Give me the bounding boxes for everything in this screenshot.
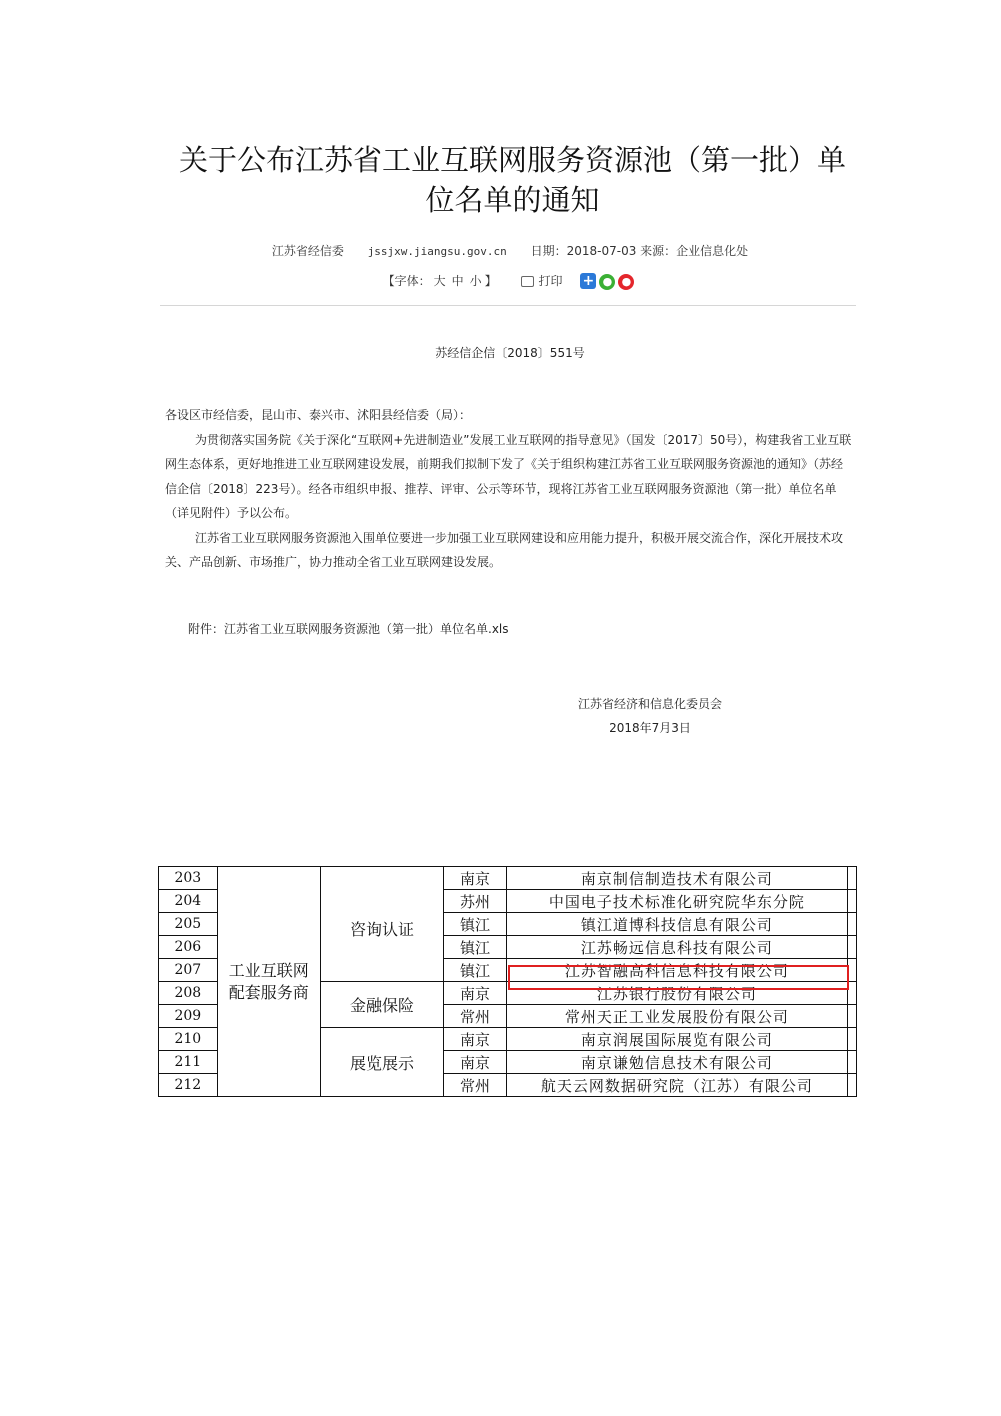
row-number: 209 [159, 1005, 218, 1028]
company-cell: 南京谦勉信息技术有限公司 [506, 1051, 847, 1074]
table-row [159, 867, 857, 890]
paragraph-2: 江苏省工业互联网服务资源池入围单位要进一步加强工业互联网建设和应用能力提升，积极开展交流合作，深化开展技术攻关、产品创新、市场推广，协力推动全省工业互联网建设发展。 [165, 530, 844, 569]
company-cell: 南京制信制造技术有限公司 [506, 867, 847, 890]
company-cell: 航天云网数据研究院（江苏）有限公司 [506, 1074, 847, 1097]
row-number: 211 [159, 1051, 218, 1074]
source-org: 江苏省经信委 [271, 244, 344, 258]
row-number: 207 [159, 959, 218, 982]
company-table [158, 866, 857, 1097]
city-cell: 镇江 [444, 936, 507, 959]
group-cell: 金融保险 [320, 982, 443, 1028]
signature-date: 2018年7月3日 [609, 721, 691, 735]
share-bar [580, 273, 637, 290]
share-more-icon[interactable]: + [580, 273, 596, 289]
company-cell: 镇江道博科技信息有限公司 [506, 913, 847, 936]
row-number: 203 [159, 867, 218, 890]
printer-icon [521, 276, 534, 287]
city-cell: 常州 [444, 1074, 507, 1097]
group-cell: 咨询认证 [320, 867, 443, 982]
city-cell: 南京 [444, 867, 507, 890]
city-cell: 苏州 [444, 890, 507, 913]
wechat-share-icon[interactable]: ● [599, 274, 615, 290]
row-number: 212 [159, 1074, 218, 1097]
row-number: 205 [159, 913, 218, 936]
row-number: 210 [159, 1028, 218, 1051]
company-cell: 江苏智融高科信息科技有限公司 [506, 959, 847, 982]
weibo-share-icon[interactable]: ● [618, 274, 634, 290]
city-cell: 镇江 [444, 959, 507, 982]
group-cell: 展览展示 [320, 1028, 443, 1097]
row-number: 206 [159, 936, 218, 959]
city-cell: 南京 [444, 1028, 507, 1051]
company-cell: 中国电子技术标准化研究院华东分院 [506, 890, 847, 913]
salutation: 各设区市经信委，昆山市、泰兴市、沭阳县经信委（局）： [165, 408, 472, 422]
company-cell: 常州天正工业发展股份有限公司 [506, 1005, 847, 1028]
print-label: 打印 [538, 274, 563, 288]
article-tools [160, 272, 860, 290]
company-cell: 江苏畅远信息科技有限公司 [506, 936, 847, 959]
font-medium-link[interactable]: 中 [451, 274, 464, 288]
city-cell: 南京 [444, 982, 507, 1005]
category-cell: 工业互联网配套服务商 [217, 867, 320, 1097]
font-large-link[interactable]: 大 [433, 274, 446, 288]
company-cell: 江苏银行股份有限公司 [506, 982, 847, 1005]
print-button[interactable] [521, 274, 567, 288]
attachment-link[interactable]: 江苏省工业互联网服务资源池（第一批）单位名单.xls [224, 622, 509, 636]
date-source: 日期：2018-07-03 来源：企业信息化处 [530, 244, 749, 258]
header-divider [160, 305, 856, 306]
font-size-control: 【字体： 大 中 小 】 [382, 274, 497, 288]
font-small-link[interactable]: 小 [469, 274, 482, 288]
row-number: 208 [159, 982, 218, 1005]
city-cell: 镇江 [444, 913, 507, 936]
city-cell: 南京 [444, 1051, 507, 1074]
company-cell: 南京润展国际展览有限公司 [506, 1028, 847, 1051]
attachment: 附件：江苏省工业互联网服务资源池（第一批）单位名单.xls [188, 622, 509, 636]
signature [560, 692, 740, 740]
signature-org: 江苏省经济和信息化委员会 [577, 697, 722, 711]
article-body [165, 403, 853, 575]
row-number: 204 [159, 890, 218, 913]
city-cell: 常州 [444, 1005, 507, 1028]
page-title: 关于公布江苏省工业互联网服务资源池（第一批）单位名单的通知 [178, 143, 846, 217]
paragraph-1: 为贯彻落实国务院《关于深化“互联网+先进制造业”发展工业互联网的指导意见》（国发〔2017〕50号），构建我省工业互联网生态体系，更好地推进工业互联网建设发展，前期我们拟制下发了《关于组织构建江苏省工业互联网服务资源池的通知》（苏经信企信〔2018〕223号）。经各市组织申报、推荐、评审、公示等环节，现将江苏省工业互联网服务资源池（第一批）单位名单（详见附件）予以公布。 [165, 432, 852, 520]
article-meta [160, 242, 860, 259]
document-number: 苏经信企信〔2018〕551号 [435, 346, 585, 360]
spreadsheet-image [158, 866, 857, 1112]
site-url: jssjxw.jiangsu.gov.cn [367, 245, 507, 258]
